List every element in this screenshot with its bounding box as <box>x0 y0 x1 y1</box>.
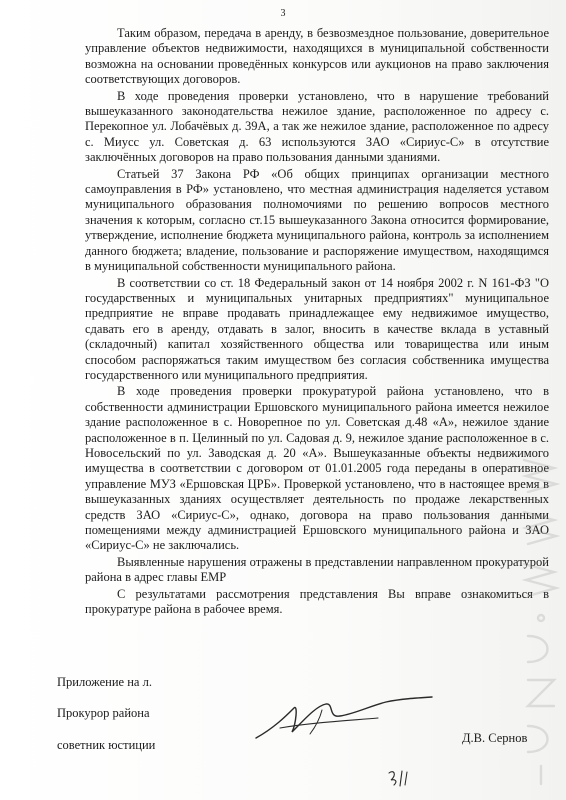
scan-watermark <box>514 440 566 790</box>
paragraph-violations-reported: Выявленные нарушения отражены в представлении направленном прокуратурой района в адрес главы ЕМР <box>85 554 549 585</box>
signer-title: Прокурор района <box>57 706 150 720</box>
paragraph-inspection-ershov: В ходе проведения проверки прокуратурой района установлено, что в собственности администрации Ершовского муниципального района имеется нежилое здание расположенное в с. Новорепное по ул. Советская д.48 «А», нежилое здание расположенное в п. Целинный по ул. Садовая д. 9, нежилое здание расположенное в с. Новосельский по ул. Заводская д. 20 «А». Вышеуказанные объекты недвижимого имущества в соответствии с договором от 01.01.2005 года переданы в оперативное управление МУЗ «Ершовская ЦРБ». Проверкой установлено, что в настоящее время в вышеуказанных зданиях осуществляет деятельность по продаже лекарственных средств ЗАО «Сириус-С», однако, договора на право пользования данными помещениями между администрацией Ершовского муниципального района и ЗАО «Сириус-С» не заключались. <box>85 384 549 553</box>
signer-rank: советник юстиции <box>57 738 156 752</box>
letter-body <box>85 26 549 618</box>
paragraph-results-review: С результатами рассмотрения представления Вы вправе ознакомиться в прокуратуре района в рабочее время. <box>85 586 549 617</box>
paragraph-law-article-37: Статьей 37 Закона РФ «Об общих принципах организации местного самоуправления в РФ» установлено, что местная администрация наделяется уставом муниципального образования полномочиями по решению вопросов местного значения к которым, согласно ст.15 вышеуказанного Закона относится формирование, утверждение, исполнение бюджета муниципального района, контроль за исполнением данного бюджета; владение, пользование и распоряжение имуществом, находящимся в муниципальной собственности муниципального района. <box>85 166 549 274</box>
page-number: 3 <box>280 8 286 19</box>
appendix-line: Приложение на л. <box>57 675 152 689</box>
signer-name: Д.В. Сернов <box>462 731 528 745</box>
paragraph-federal-law-161: В соответствии со ст. 18 Федеральный закон от 14 ноября 2002 г. N 161-ФЗ "О государственных и муниципальных унитарных предприятиях" муниципальное предприятие не вправе продавать принадлежащее ему недвижимое имущество, сдавать его в аренду, отдавать в залог, вносить в качестве вклада в уставный (складочный) капитал хозяйственного общества или товарищества или иным способом распоряжаться таким имуществом без согласия собственника имущества государственного или муниципального предприятия. <box>85 275 549 382</box>
handwritten-page-mark <box>385 767 415 789</box>
paragraph-inspection-perekopnoe: В ходе проведения проверки установлено, что в нарушение требований вышеуказанного законодательства нежилое здание, расположенное по адресу с. Перекопное ул. Лобачёвых д. 39А, а так же нежилое здание, расположенное по адресу с. Миусс ул. Советская д. 63 используются ЗАО «Сириус-С» в отсутствие заключённых договоров на право пользования данными зданиями. <box>85 88 549 165</box>
handwritten-signature <box>250 688 435 748</box>
paragraph-lease-requirements: Таким образом, передача в аренду, в безвозмездное пользование, доверительное управление объектов недвижимости, находящихся в муниципальной собственности возможна на основании проведённых конкурсов или аукционов на право заключения соответствующих договоров. <box>85 26 549 87</box>
